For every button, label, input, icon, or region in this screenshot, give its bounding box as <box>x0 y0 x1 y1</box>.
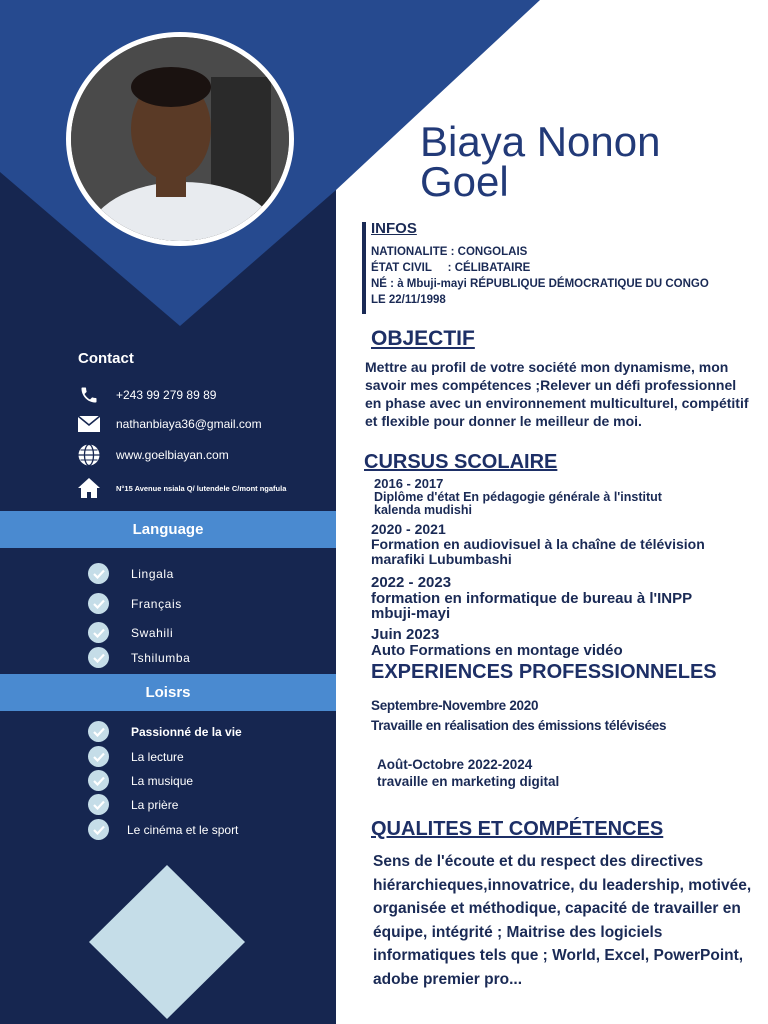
profile-photo-image <box>71 37 294 246</box>
language-item-label: Swahili <box>131 625 174 640</box>
experience-period: Septembre-Novembre 2020 <box>371 698 539 713</box>
infos-section <box>371 220 709 308</box>
experience-item <box>377 756 559 790</box>
phone-icon <box>76 384 102 406</box>
loisirs-item-label: Passionné de la vie <box>131 724 242 739</box>
contact-address-text: N°15 Avenue nsiala Q/ lutendele C/mont ngafula <box>116 483 287 493</box>
experience-period: Août-Octobre 2022-2024 <box>377 757 533 772</box>
loisirs-item-label: La lecture <box>131 749 184 764</box>
objectif-heading: OBJECTIF <box>371 327 475 350</box>
infos-civil-status: ÉTAT CIVIL : CÉLIBATAIRE <box>371 262 531 274</box>
cursus-year: 2020 - 2021 <box>371 521 446 537</box>
loisirs-item-label: Le cinéma et le sport <box>127 822 239 837</box>
cursus-item <box>374 476 662 517</box>
cursus-desc-2: marafiki Lubumbashi <box>371 551 512 567</box>
cursus-desc-2: kalenda mudishi <box>374 503 472 517</box>
language-item <box>88 593 182 614</box>
cursus-heading: CURSUS SCOLAIRE <box>364 451 558 473</box>
cursus-desc: Formation en audiovisuel à la chaîne de télévision <box>371 536 705 552</box>
cursus-year: 2016 - 2017 <box>374 476 444 491</box>
loisirs-item <box>88 721 242 742</box>
check-circle-icon <box>88 746 109 767</box>
profile-photo <box>66 32 294 246</box>
contact-email <box>76 413 262 435</box>
language-item <box>88 647 190 668</box>
contact-website-text: www.goelbiayan.com <box>116 448 229 462</box>
experience-role: Travaille en réalisation des émissions télévisées <box>371 718 667 733</box>
language-item-label: Français <box>131 596 182 611</box>
language-item <box>88 622 173 643</box>
loisirs-band: Loisrs <box>0 674 336 711</box>
contact-title: Contact <box>78 350 134 367</box>
language-item-label: Lingala <box>131 566 174 581</box>
cursus-year: 2022 - 2023 <box>371 574 452 591</box>
experience-role: travaille en marketing digital <box>377 774 560 789</box>
loisirs-item <box>88 819 238 840</box>
home-icon <box>76 477 102 499</box>
infos-title: INFOS <box>371 220 417 237</box>
language-item-label: Tshilumba <box>131 650 191 665</box>
cursus-desc-2: mbuji-mayi <box>371 605 451 622</box>
globe-icon <box>76 444 102 466</box>
contact-phone <box>76 384 216 406</box>
loisirs-item <box>88 770 193 791</box>
cursus-item <box>371 521 705 567</box>
infos-accent-bar <box>362 222 366 314</box>
cursus-item <box>371 574 692 622</box>
language-band: Language <box>0 511 336 548</box>
loisirs-item-label: La prière <box>131 797 179 812</box>
check-circle-icon <box>88 794 109 815</box>
experiences-heading: EXPERIENCES PROFESSIONNELES <box>371 661 717 683</box>
infos-born-date: LE 22/11/1998 <box>371 294 446 306</box>
check-circle-icon <box>88 770 109 791</box>
check-circle-icon <box>88 647 109 668</box>
language-item <box>88 563 174 584</box>
objectif-text: Mettre au profil de votre société mon dynamisme, mon savoir mes compétences ;Relever un défi professionnel en phase avec un environnement multiculturel, compétitif et flexible pour donner le meilleur de moi. <box>365 359 749 429</box>
cursus-desc: Auto Formations en montage vidéo <box>371 642 623 659</box>
check-circle-icon <box>88 563 109 584</box>
check-circle-icon <box>88 593 109 614</box>
check-circle-icon <box>88 819 109 840</box>
check-circle-icon <box>88 622 109 643</box>
contact-phone-text: +243 99 279 89 89 <box>116 388 217 402</box>
envelope-icon <box>76 413 102 435</box>
cursus-year: Juin 2023 <box>371 626 440 643</box>
qualites-heading: QUALITES ET COMPÉTENCES <box>371 818 664 840</box>
cursus-item <box>371 626 623 659</box>
experience-item <box>371 696 666 736</box>
check-circle-icon <box>88 721 109 742</box>
contact-address <box>76 477 286 499</box>
name-line-2: Goel <box>420 158 509 205</box>
contact-email-text: nathanbiaya36@gmail.com <box>116 417 262 431</box>
loisirs-item-label: La musique <box>131 773 194 788</box>
name-line-1: Biaya Nonon <box>420 118 661 165</box>
infos-nationality: NATIONALITE : CONGOLAIS <box>371 246 528 258</box>
loisirs-item <box>88 746 184 767</box>
loisirs-item <box>88 794 178 815</box>
qualites-text: Sens de l'écoute et du respect des directives hiérarchieques,innovatrice, du leadership, motivée, organisée et méthodique, capacité de travailler en équipe, intégrité ; Maitrise des logiciels informatiques tels que ; World, Excel, PowerPoint, adobe premier pro... <box>373 853 752 988</box>
person-name <box>420 118 661 205</box>
contact-website <box>76 444 229 466</box>
cursus-desc: Diplôme d'état En pédagogie générale à l'institut <box>374 490 662 504</box>
infos-born: NÉ : à Mbuji-mayi RÉPUBLIQUE DÉMOCRATIQUE DU CONGO <box>371 278 709 290</box>
cursus-desc: formation en informatique de bureau à l'INPP <box>371 590 693 607</box>
